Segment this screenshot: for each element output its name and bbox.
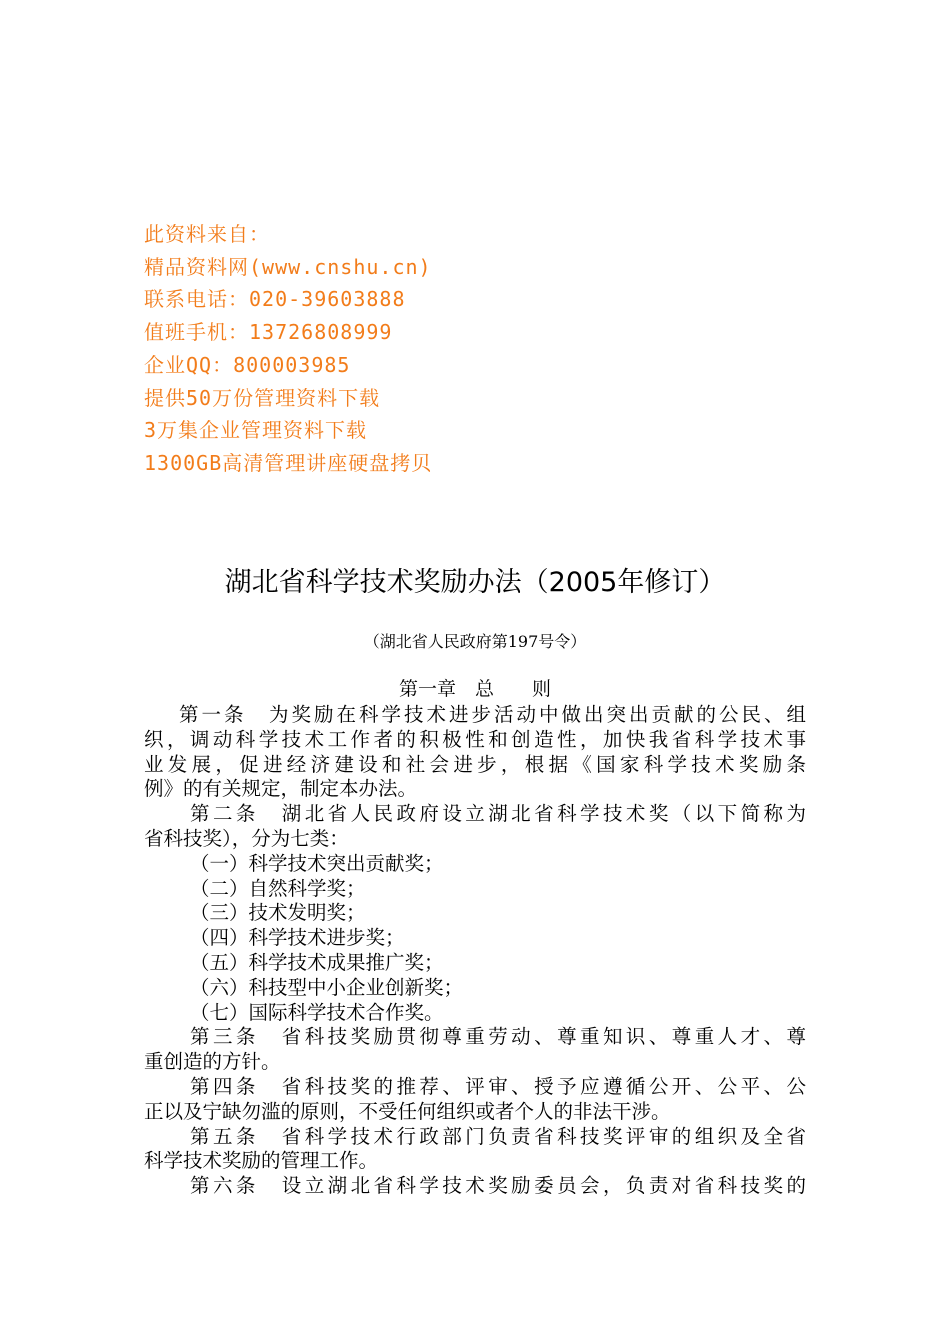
text-line: 第五条 省科学技术行政部门负责省科技奖评审的组织及全省 [190,1124,806,1148]
text-line: 业发展，促进经济建设和社会进步，根据《国家科学技术奖励条 [144,752,806,776]
qq-line: 企业QQ：800003985 [144,352,351,377]
text-line: 正以及宁缺勿滥的原则，不受任何组织或者个人的非法干涉。 [144,1099,671,1123]
text-line: 第二条 湖北省人民政府设立湖北省科学技术奖（以下简称为 [190,802,806,826]
text-line: 织，调动科学技术工作者的积极性和创造性，加快我省科学技术事 [144,727,806,751]
offer-line: 提供50万份管理资料下载 [144,385,381,410]
list-item: （四）科学技术进步奖； [190,926,405,950]
list-item: （五）科学技术成果推广奖； [190,950,444,974]
text-line: 重创造的方针。 [144,1050,281,1074]
document-subtitle: （湖北省人民政府第197号令） [363,632,587,651]
text-line: 例》的有关规定，制定本办法。 [144,777,418,801]
text-line: 第三条 省科技奖励贯彻尊重劳动、尊重知识、尊重人才、尊 [190,1025,806,1049]
text-line: 第六条 设立湖北省科学技术奖励委员会，负责对省科技奖的 [190,1174,806,1198]
text-line: 省科技奖），分为七类： [144,826,349,850]
phone-line: 联系电话：020-39603888 [144,287,406,312]
offer-line: 1300GB高清管理讲座硬盘拷贝 [144,450,433,475]
list-item: （六）科技型中小企业创新奖； [190,975,464,999]
mobile-line: 值班手机：13726808999 [144,320,393,345]
source-line: 此资料来自： [144,222,270,246]
list-item: （一）科学技术突出贡献奖； [190,851,444,875]
document-title: 湖北省科学技术奖励办法（2005年修订） [224,567,726,598]
text-line: 科学技术奖励的管理工作。 [144,1149,379,1173]
chapter-heading: 第一章 总 则 [398,678,551,700]
list-item: （三）技术发明奖； [190,901,366,925]
list-item: （二）自然科学奖； [190,876,366,900]
source-info-block [144,218,432,480]
document-body [144,703,806,1199]
website-line: 精品资料网(www.cnshu.cn) [144,254,432,279]
text-line: 第一条 为奖励在科学技术进步活动中做出突出贡献的公民、组 [179,703,806,726]
text-line: 第四条 省科技奖的推荐、评审、授予应遵循公开、公平、公 [190,1074,806,1098]
list-item: （七）国际科学技术合作奖。 [190,1000,444,1024]
offer-line: 3万集企业管理资料下载 [144,418,368,443]
